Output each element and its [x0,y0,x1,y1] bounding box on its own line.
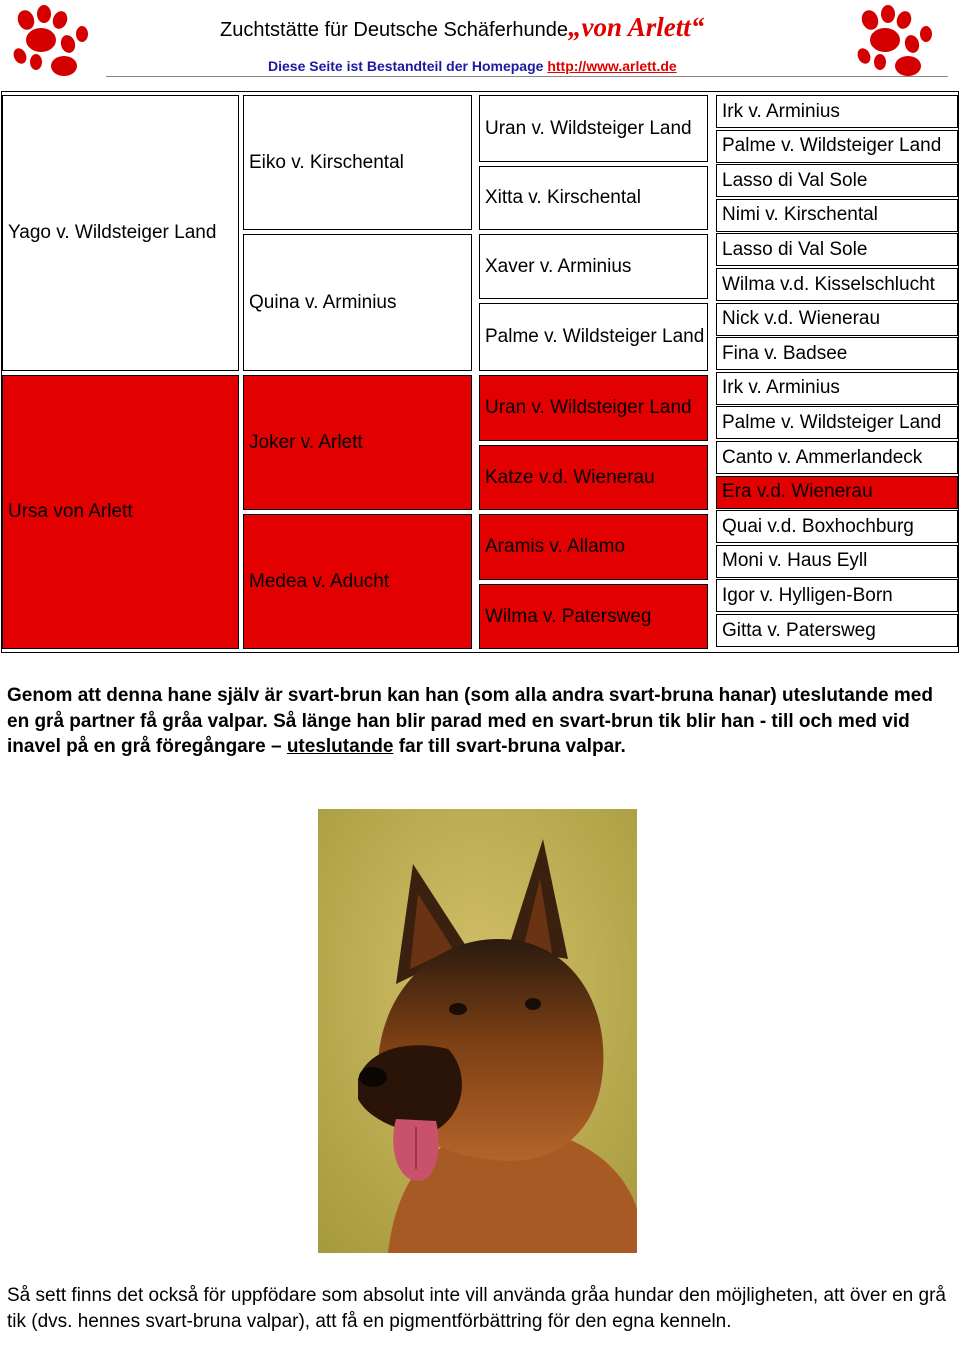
pedigree-cell-g4: Era v.d. Wienerau [716,476,958,509]
header-title [220,12,704,43]
dog-photo [318,809,637,1253]
paragraph-text-2: far till svart-bruna valpar. [393,736,626,757]
header-divider [106,76,948,77]
pedigree-cell-g4: Lasso di Val Sole [716,233,958,266]
pedigree-cell-g1: Yago v. Wildsteiger Land [2,95,239,371]
homepage-link[interactable]: http://www.arlett.de [547,58,677,74]
pedigree-cell-g4: Igor v. Hylligen-Born [716,579,958,612]
pedigree-cell-g3: Uran v. Wildsteiger Land [479,375,708,441]
pedigree-cell-g4: Irk v. Arminius [716,95,958,128]
pedigree-cell-g2: Eiko v. Kirschental [243,95,472,230]
pedigree-cell-g3: Xitta v. Kirschental [479,166,708,230]
pedigree-cell-g3: Katze v.d. Wienerau [479,445,708,510]
paragraph-text-1: Genom att denna hane själv är svart-brun kan han (som alla andra svart-bruna hanar) uteslutande med en grå partner få gråa valpar. Så länge han blir parad med en svart-brun tik blir han - till och med vid inavel på en grå föregångare – [7,685,933,757]
pedigree-cell-g4: Nimi v. Kirschental [716,199,958,232]
header-brand: „von Arlett“ [567,12,705,42]
header-subtitle-text: Diese Seite ist Bestandteil der Homepage [268,58,544,74]
paw-logo-right-icon [850,4,938,80]
pedigree-cell-g4: Nick v.d. Wienerau [716,303,958,336]
pedigree-cell-g3: Aramis v. Allamo [479,514,708,580]
header-title-text: Zuchtstätte für Deutsche Schäferhunde [220,19,568,41]
pedigree-cell-g4: Moni v. Haus Eyll [716,545,958,578]
pedigree-table [1,91,959,653]
pedigree-cell-g4: Quai v.d. Boxhochburg [716,510,958,543]
pedigree-cell-g4: Fina v. Badsee [716,337,958,370]
pedigree-cell-g3: Palme v. Wildsteiger Land [479,303,708,371]
main-paragraph [7,683,952,760]
pedigree-cell-g4: Palme v. Wildsteiger Land [716,406,958,439]
header-subtitle [268,58,677,74]
pedigree-cell-g4: Wilma v.d. Kisselschlucht [716,268,958,301]
pedigree-cell-g2: Quina v. Arminius [243,234,472,371]
pedigree-cell-g4: Canto v. Ammerlandeck [716,441,958,474]
pedigree-cell-g4: Gitta v. Patersweg [716,614,958,647]
pedigree-cell-g4: Lasso di Val Sole [716,164,958,197]
pedigree-cell-g4: Palme v. Wildsteiger Land [716,130,958,163]
pedigree-cell-g1: Ursa von Arlett [2,375,239,649]
pedigree-cell-g4: Irk v. Arminius [716,372,958,405]
paw-logo-left-icon [6,4,94,80]
paragraph-underlined-word: uteslutande [286,736,394,757]
footer-paragraph: Så sett finns det också för uppfödare som absolut inte vill använda gråa hundar den möjligheten, att över en grå tik (dvs. hennes svart-bruna valpar), att få en pigmentförbättring för den egna kenneln. [7,1285,946,1332]
pedigree-cell-g3: Xaver v. Arminius [479,234,708,299]
pedigree-cell-g2: Joker v. Arlett [243,375,472,510]
pedigree-cell-g2: Medea v. Aducht [243,514,472,649]
pedigree-cell-g3: Wilma v. Patersweg [479,584,708,649]
pedigree-cell-g3: Uran v. Wildsteiger Land [479,95,708,162]
